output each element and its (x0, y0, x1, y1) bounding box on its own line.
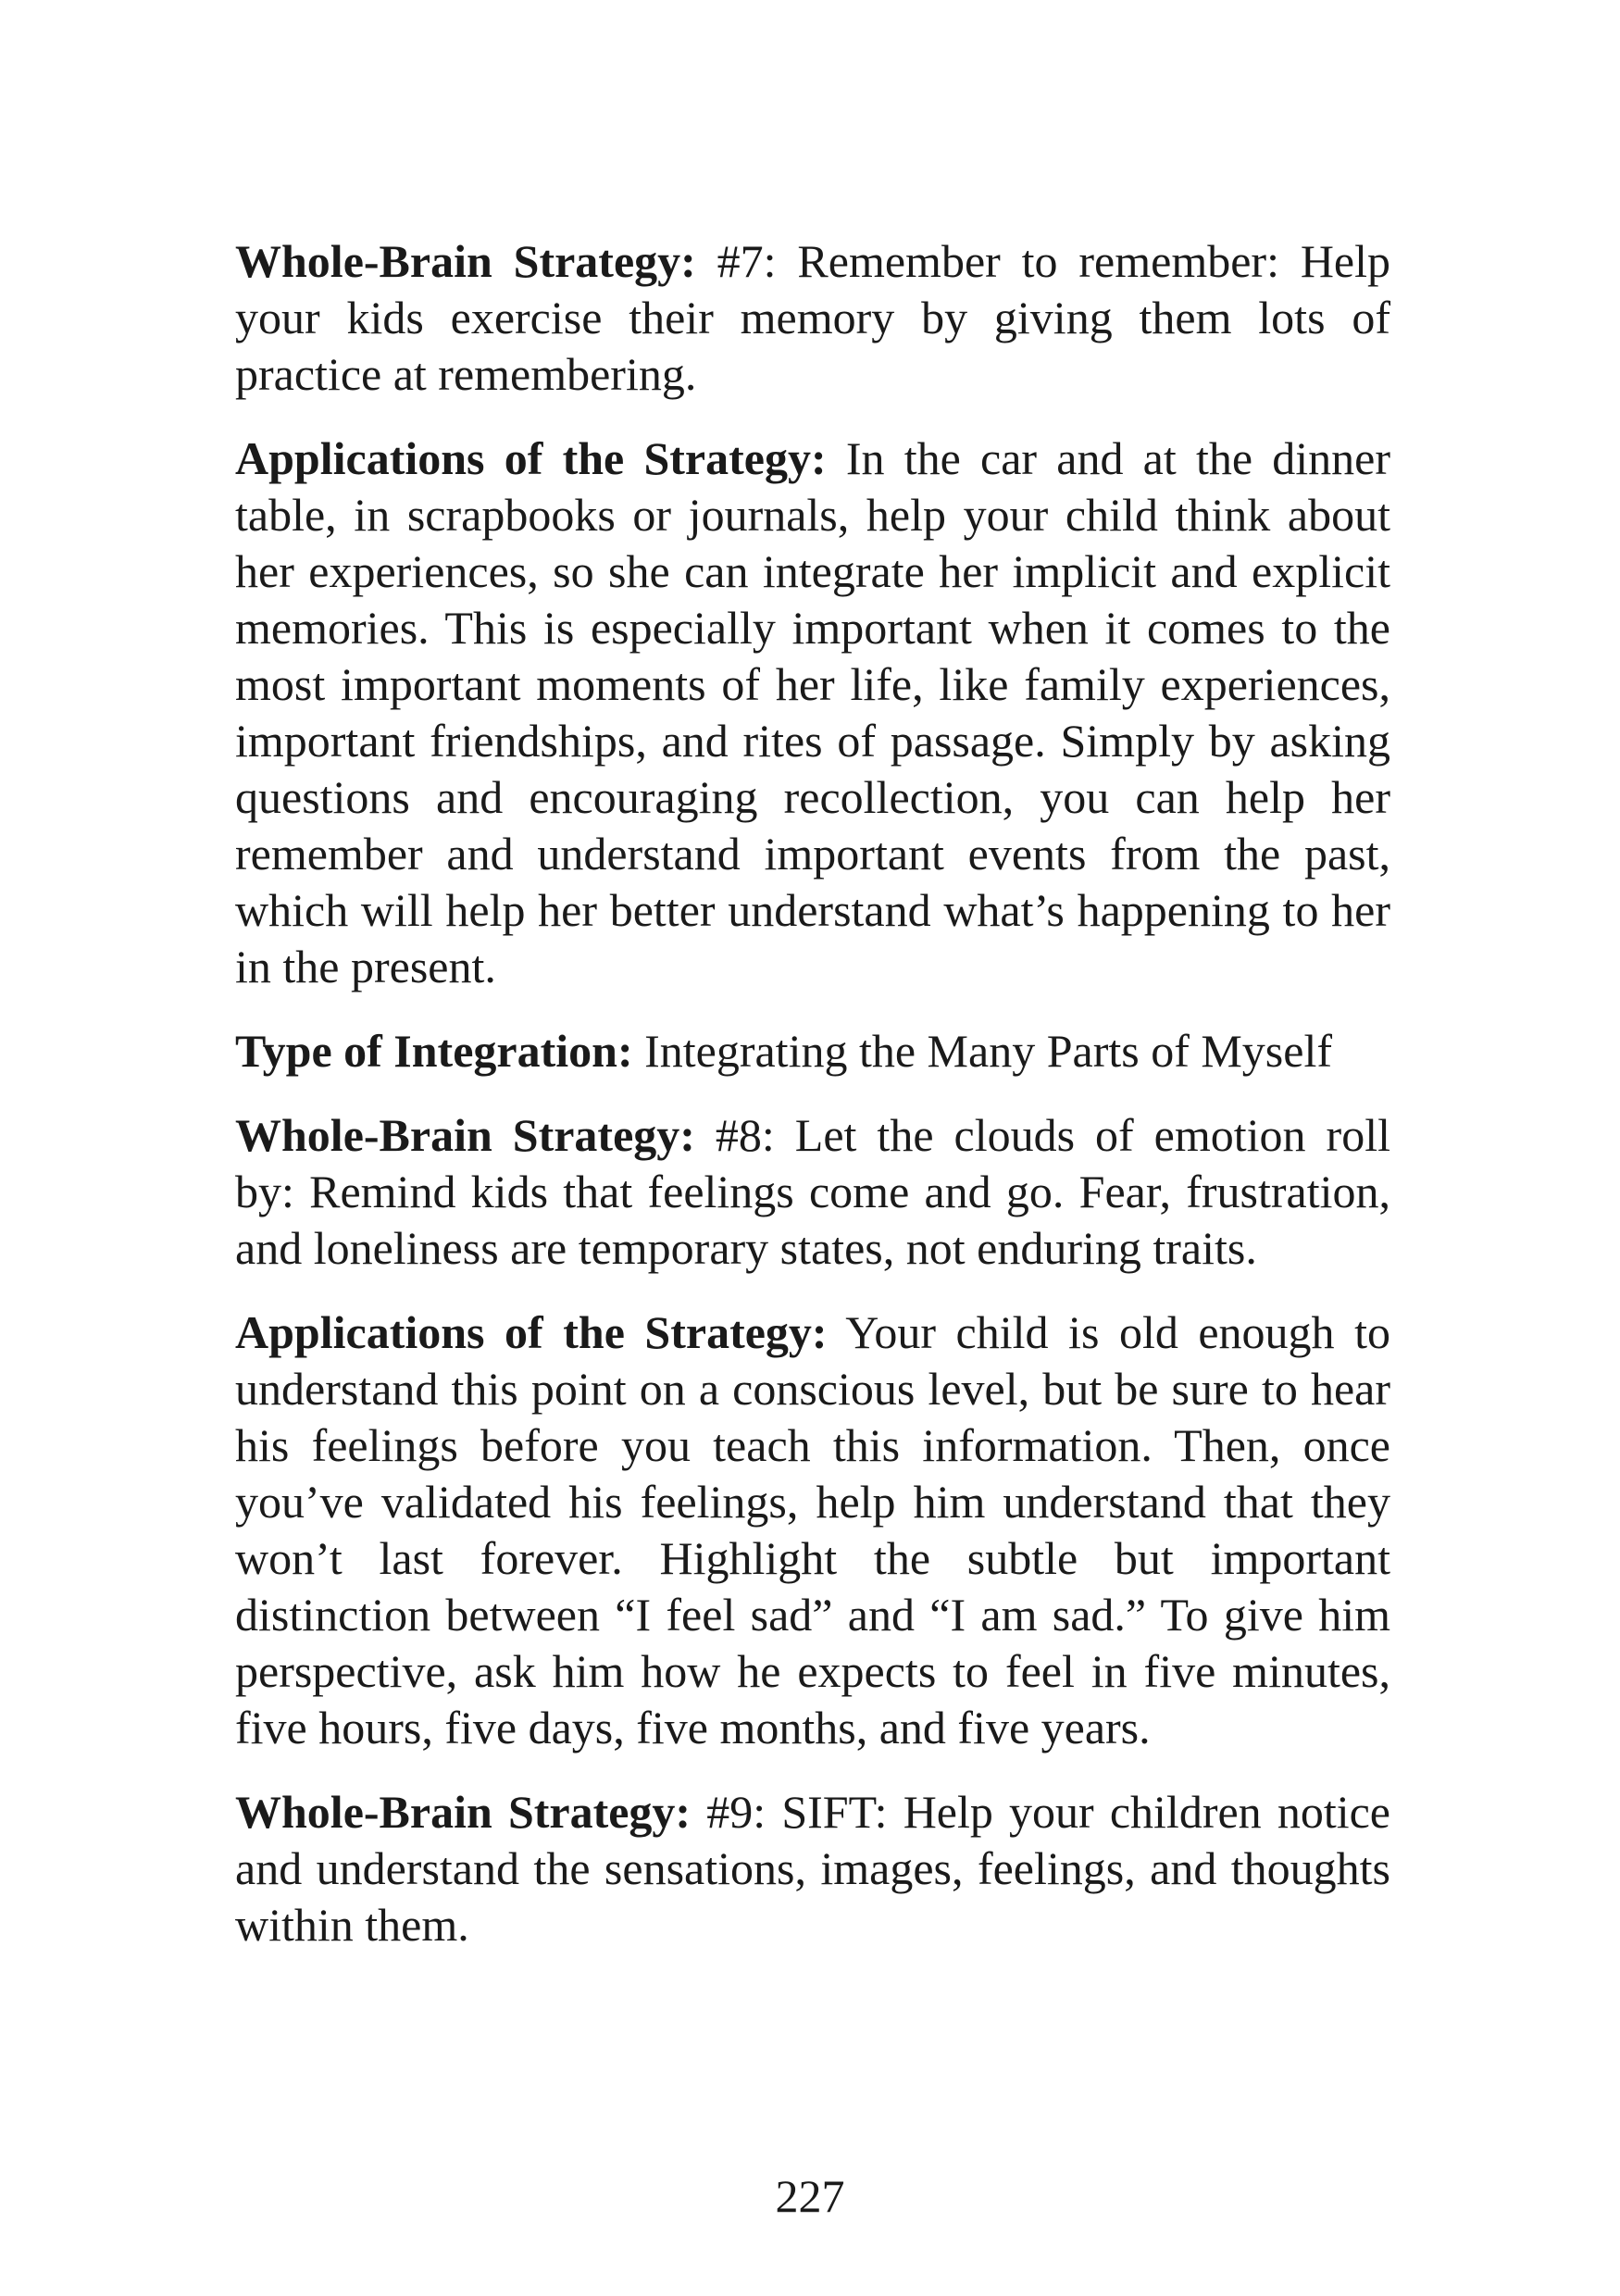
strategy-8-applications-paragraph (235, 1304, 1390, 1756)
paragraph-label: Whole-Brain Strategy: (235, 235, 696, 287)
paragraph-label: Type of Integration: (235, 1025, 633, 1077)
paragraph-label: Applications of the Strategy: (235, 1306, 828, 1358)
strategy-9-paragraph (235, 1784, 1390, 1953)
page-number: 227 (775, 2170, 845, 2222)
strategy-7-paragraph (235, 233, 1390, 403)
paragraph-label: Whole-Brain Strategy: (235, 1786, 692, 1838)
paragraph-text: Integrating the Many Parts of Myself (644, 1025, 1332, 1077)
page-body (235, 233, 1390, 1981)
integration-type-paragraph (235, 1023, 1390, 1079)
paragraph-text: In the car and at the dinner table, in scrapbooks or journals, help your child think about her experiences, so she can integrate her implicit and explicit memories. This is especially important when it comes to the most important moments of her life, like family experiences, important friendships, and rites of passage. Simply by asking questions and encouraging recollection, you can help her remember and understand important events from the past, which will help her better understand what’s happening to her in the present. (235, 432, 1390, 992)
strategy-7-applications-paragraph (235, 430, 1390, 995)
paragraph-text: #9: SIFT: Help your children notice and understand the sensations, images, feelings, and thoughts within them. (235, 1786, 1390, 1951)
paragraph-label: Applications of the Strategy: (235, 432, 827, 484)
strategy-8-paragraph (235, 1107, 1390, 1277)
paragraph-label: Whole-Brain Strategy: (235, 1109, 695, 1161)
paragraph-text: Your child is old enough to understand this point on a conscious level, but be sure to hear his feelings before you teach this information. Then, once you’ve validated his feelings, help him understand that they won’t last forever. Highlight the subtle but important distinction between “I feel sad” and “I am sad.” To give him perspective, ask him how he expects to feel in five minutes, five hours, five days, five months, and five years. (235, 1306, 1390, 1753)
paragraph-text: #8: Let the clouds of emotion roll by: Remind kids that feelings come and go. Fear, frustration, and loneliness are temporary states, not enduring traits. (235, 1109, 1390, 1274)
paragraph-text: #7: Remember to remember: Help your kids exercise their memory by giving them lots of practice at remembering. (235, 235, 1391, 400)
